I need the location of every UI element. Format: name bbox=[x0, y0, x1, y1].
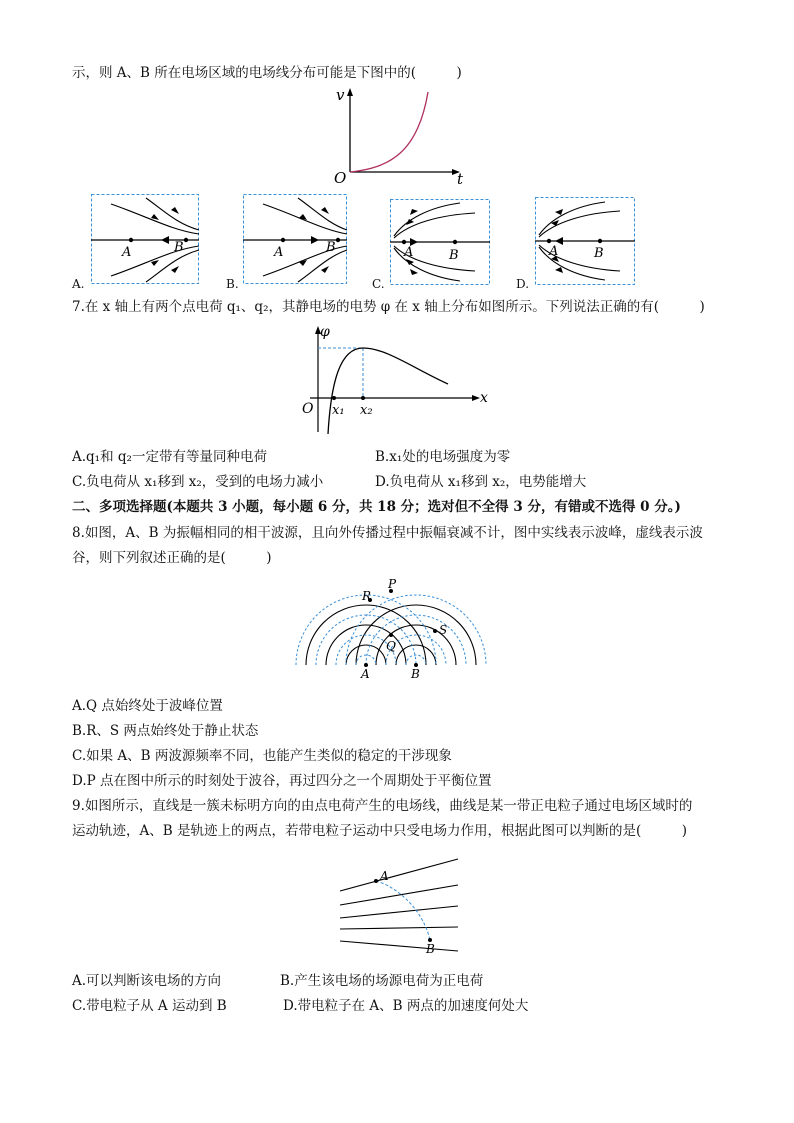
field-diagram-b bbox=[243, 194, 347, 284]
t-label: t bbox=[457, 170, 464, 188]
q9-option-b: B.产生该电场的场源电荷为正电荷 bbox=[280, 973, 484, 989]
question-7-stem: 7.在 x 轴上有两个点电荷 q₁、q₂，其静电场的电势 φ 在 x 轴上分布如图所示。下列说法正确的有( ) bbox=[72, 299, 705, 315]
point-b-label: B bbox=[594, 246, 604, 261]
point-a-label: A bbox=[122, 245, 132, 260]
x-axis-arrow bbox=[472, 395, 480, 401]
field-trajectory-diagram bbox=[338, 855, 463, 955]
option-d-label: D. bbox=[516, 277, 530, 291]
question-8-stem-line-2: 谷，则下列叙述正确的是( ) bbox=[72, 550, 272, 566]
x2-label: x₂ bbox=[360, 403, 373, 418]
q8-option-d: D.P 点在图中所示的时刻处于波谷，再过四分之一个周期处于平衡位置 bbox=[72, 773, 492, 789]
point-b-label: B bbox=[326, 240, 336, 255]
point-b-label: B bbox=[174, 240, 184, 255]
v-t-graph bbox=[330, 86, 470, 186]
origin-label: O bbox=[302, 401, 314, 417]
x1-label: x₁ bbox=[332, 403, 345, 418]
question-9-stem-line-2: 运动轨迹，A、B 是轨迹上的两点，若带电粒子运动中只受电场力作用，根据此图可以判断的是( ) bbox=[72, 823, 687, 839]
v-label: v bbox=[336, 86, 345, 104]
x-label: x bbox=[480, 390, 488, 406]
interference-diagram bbox=[300, 576, 495, 681]
field-lines bbox=[340, 859, 458, 951]
phi-x-graph bbox=[298, 322, 493, 437]
point-b-label: B bbox=[426, 942, 435, 956]
q7-option-a: A.q₁和 q₂一定带有等量同种电荷 bbox=[72, 449, 267, 465]
point-a-label: A bbox=[274, 245, 284, 260]
question-6-tail: 示，则 A、B 所在电场区域的电场线分布可能是下图中的( ) bbox=[72, 65, 462, 81]
trajectory-curve bbox=[376, 881, 430, 940]
option-a-label: A. bbox=[72, 277, 85, 291]
point-a-label: A bbox=[404, 245, 414, 260]
question-9-stem-line-1: 9.如图所示，直线是一簇未标明方向的由点电荷产生的电场线，曲线是某一带正电粒子通过电场区域时的 bbox=[72, 798, 693, 814]
field-diagram-a bbox=[91, 194, 199, 284]
phi-label: φ bbox=[320, 324, 330, 340]
v-axis-arrow bbox=[347, 88, 353, 96]
q8-option-c: C.如果 A、B 两波源频率不同，也能产生类似的稳定的干涉现象 bbox=[72, 748, 452, 764]
source-b-label: B bbox=[411, 667, 420, 681]
q9-option-d: D.带电粒子在 A、B 两点的加速度何处大 bbox=[283, 998, 529, 1014]
point-b-label: B bbox=[449, 248, 459, 263]
section-2-heading: 二、多项选择题(本题共 3 小题，每小题 6 分，共 18 分；选对但不全得 3 分，有错或不选得 0 分。) bbox=[72, 499, 681, 515]
question-8-stem-line-1: 8.如图，A、B 为振幅相同的相干波源，且向外传播过程中振幅衰减不计，图中实线表示波峰，虚线表示波 bbox=[72, 525, 703, 541]
point-a-label: A bbox=[380, 869, 389, 883]
field-diagram-d bbox=[535, 197, 635, 285]
q7-option-d: D.负电荷从 x₁移到 x₂，电势能增大 bbox=[375, 474, 587, 490]
point-a-label: A bbox=[549, 244, 559, 259]
point-p-label: P bbox=[388, 577, 397, 591]
phi-curve bbox=[328, 348, 448, 434]
wave-troughs bbox=[296, 595, 486, 665]
source-a-label: A bbox=[361, 667, 370, 681]
q8-option-a: A.Q 点始终处于波峰位置 bbox=[72, 698, 223, 714]
q7-option-c: C.负电荷从 x₁移到 x₂，受到的电场力减小 bbox=[72, 474, 324, 490]
q9-option-a: A.可以判断该电场的方向 bbox=[72, 973, 222, 989]
field-diagram-c bbox=[390, 199, 490, 285]
point-q-label: Q bbox=[386, 639, 396, 653]
option-c-label: C. bbox=[372, 277, 385, 291]
v-t-curve bbox=[350, 92, 428, 172]
q7-option-b: B.x₁处的电场强度为零 bbox=[375, 449, 511, 465]
q8-option-b: B.R、S 两点始终处于静止状态 bbox=[72, 723, 259, 739]
q9-option-c: C.带电粒子从 A 运动到 B bbox=[72, 998, 227, 1014]
option-b-label: B. bbox=[226, 277, 239, 291]
point-s-label: S bbox=[439, 623, 448, 637]
point-r-label: R bbox=[362, 589, 372, 603]
origin-label: O bbox=[334, 169, 347, 187]
